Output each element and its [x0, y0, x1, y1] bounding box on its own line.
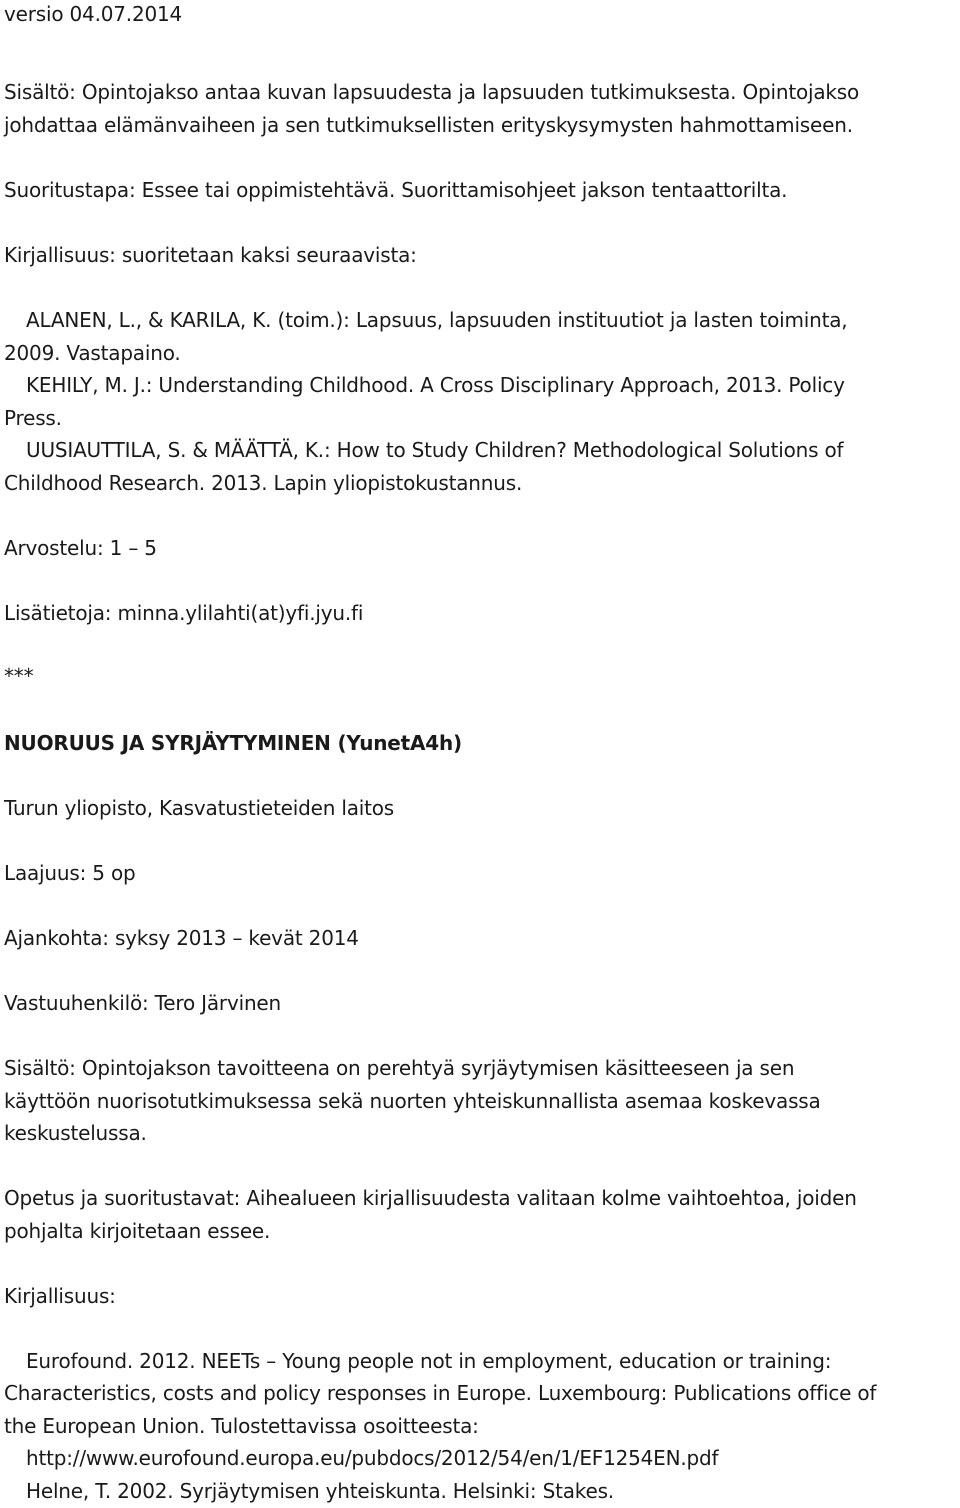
- course2-reference-line: Characteristics, costs and policy responses in Europe. Luxembourg: Publications office of: [4, 1381, 877, 1405]
- course1-literature-heading: Kirjallisuus: suoritetaan kaksi seuraavista:: [4, 243, 417, 267]
- course1-reference-line: 2009. Vastapaino.: [4, 341, 181, 365]
- course1-grading: Arvostelu: 1 – 5: [4, 536, 157, 560]
- course2-teaching-line: pohjalta kirjoitetaan essee.: [4, 1219, 271, 1243]
- course1-completion-method: Suoritustapa: Essee tai oppimistehtävä. Suorittamisohjeet jakson tentaattorilta.: [4, 178, 788, 202]
- course2-reference-line: Helne, T. 2002. Syrjäytymisen yhteiskunta. Helsinki: Stakes.: [26, 1479, 614, 1503]
- course1-contact-info: Lisätietoja: minna.ylilahti(at)yfi.jyu.fi: [4, 601, 364, 625]
- course1-reference-line: KEHILY, M. J.: Understanding Childhood. A Cross Disciplinary Approach, 2013. Policy: [26, 373, 845, 397]
- course1-content-line-2: johdattaa elämänvaiheen ja sen tutkimuksellisten erityskysymysten hahmottamiseen.: [4, 113, 853, 137]
- course2-credits: Laajuus: 5 op: [4, 861, 136, 885]
- course1-content-line-1: Sisältö: Opintojakso antaa kuvan lapsuudesta ja lapsuuden tutkimuksesta. Opintojakso: [4, 80, 860, 104]
- course2-responsible-person: Vastuuhenkilö: Tero Järvinen: [4, 991, 282, 1015]
- course2-university: Turun yliopisto, Kasvatustieteiden laitos: [4, 796, 395, 820]
- course1-reference-line: ALANEN, L., & KARILA, K. (toim.): Lapsuus, lapsuuden instituutiot ja lasten toiminta,: [26, 308, 848, 332]
- course2-content-line: Sisältö: Opintojakson tavoitteena on perehtyä syrjäytymisen käsitteeseen ja sen: [4, 1056, 795, 1080]
- course1-reference-line: Press.: [4, 406, 62, 430]
- course2-content-line: keskustelussa.: [4, 1121, 147, 1145]
- course1-reference-line: Childhood Research. 2013. Lapin yliopistokustannus.: [4, 471, 523, 495]
- course2-reference-line: the European Union. Tulostettavissa osoitteesta:: [4, 1414, 479, 1438]
- section-separator: ***: [4, 664, 34, 688]
- course2-schedule: Ajankohta: syksy 2013 – kevät 2014: [4, 926, 359, 950]
- course2-literature-heading: Kirjallisuus:: [4, 1284, 116, 1308]
- course2-content-line: käyttöön nuorisotutkimuksessa sekä nuorten yhteiskunnallista asemaa koskevassa: [4, 1089, 821, 1113]
- course1-reference-line: UUSIAUTTILA, S. & MÄÄTTÄ, K.: How to Study Children? Methodological Solutions of: [26, 438, 844, 462]
- course2-reference-url: http://www.eurofound.europa.eu/pubdocs/2012/54/en/1/EF1254EN.pdf: [26, 1446, 719, 1470]
- course2-reference-line: Eurofound. 2012. NEETs – Young people not in employment, education or training:: [26, 1349, 832, 1373]
- course2-teaching-line: Opetus ja suoritustavat: Aihealueen kirjallisuudesta valitaan kolme vaihtoehtoa, joiden: [4, 1186, 857, 1210]
- version-label: versio 04.07.2014: [4, 2, 183, 26]
- course2-title: NUORUUS JA SYRJÄYTYMINEN (YunetA4h): [4, 731, 463, 755]
